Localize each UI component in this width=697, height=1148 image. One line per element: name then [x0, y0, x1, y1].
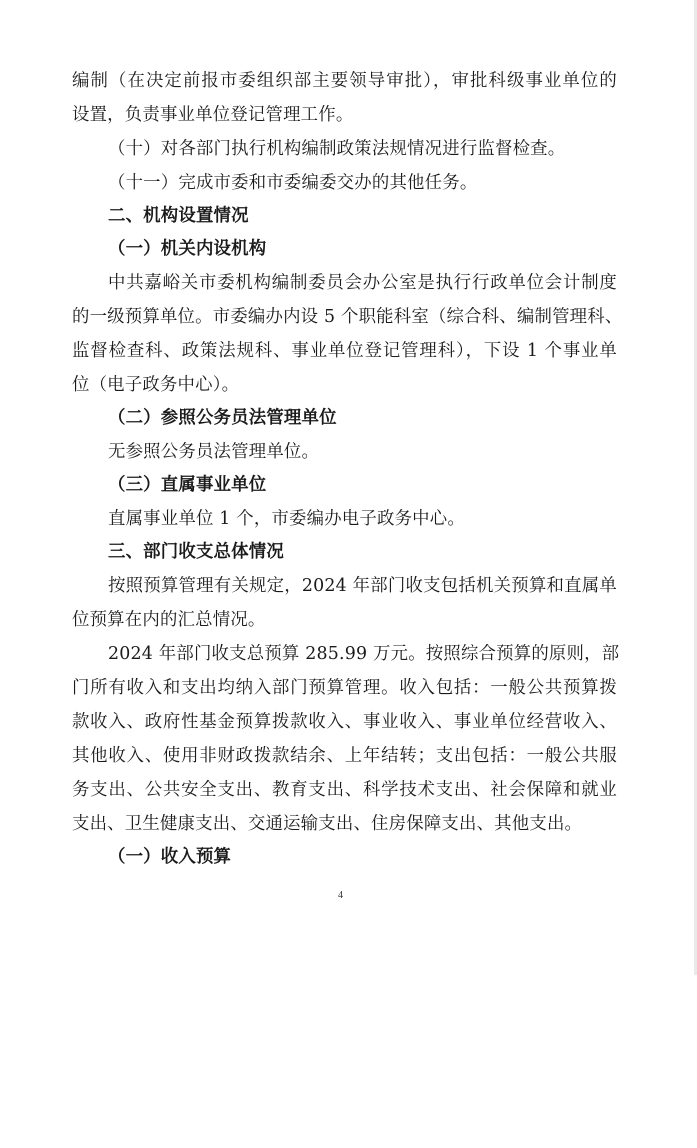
blank-area: [0, 975, 697, 1148]
body-text-line: 款收入、政府性基金预算拨款收入、事业收入、事业单位经营收入、: [72, 712, 617, 732]
body-text-line: 务支出、公共安全支出、教育支出、科学技术支出、社会保障和就业: [72, 780, 617, 800]
body-text-line: 门所有收入和支出均纳入部门预算管理。收入包括：一般公共预算拨: [72, 678, 617, 698]
body-text-line: 中共嘉峪关市委机构编制委员会办公室是执行行政单位会计制度: [108, 273, 617, 293]
body-text-line: 位预算在内的汇总情况。: [72, 610, 266, 630]
section-heading-3: 三、部门收支总体情况: [108, 542, 284, 562]
subsection-heading-civil-service: （二）参照公务员法管理单位: [108, 408, 337, 428]
body-text-line: 位（电子政务中心）。: [72, 375, 240, 395]
document-body: [72, 64, 623, 874]
body-text-line: 直属事业单位 1 个，市委编办电子政务中心。: [108, 509, 465, 529]
body-text-line: 编制（在决定前报市委组织部主要领导审批），审批科级事业单位的: [72, 71, 617, 91]
body-text-line: 设置，负责事业单位登记管理工作。: [72, 105, 354, 125]
list-item-10: （十）对各部门执行机构编制政策法规情况进行监督检查。: [108, 139, 566, 159]
subsection-heading-income-budget: （一）收入预算: [108, 847, 232, 867]
body-text-line: 按照预算管理有关规定，2024 年部门收支包括机关预算和直属单: [108, 576, 617, 596]
body-text-line: 无参照公务员法管理单位。: [108, 442, 320, 462]
subsection-heading-affiliated-units: （三）直属事业单位: [108, 475, 267, 495]
body-text-line: 支出、卫生健康支出、交通运输支出、住房保障支出、其他支出。: [72, 814, 583, 834]
page-number: 4: [338, 890, 343, 901]
subsection-heading-internal-bodies: （一）机关内设机构: [108, 239, 267, 259]
body-text-line: 2024 年部门收支总预算 285.99 万元。按照综合预算的原则，部: [108, 644, 620, 664]
body-text-line: 的一级预算单位。市委编办内设 5 个职能科室（综合科、编制管理科、: [72, 307, 623, 327]
section-heading-2: 二、机构设置情况: [108, 206, 249, 226]
list-item-11: （十一）完成市委和市委编委交办的其他任务。: [108, 173, 478, 193]
body-text-line: 其他收入、使用非财政拨款结余、上年结转；支出包括：一般公共服: [72, 746, 617, 766]
body-text-line: 监督检查科、政策法规科、事业单位登记管理科），下设 1 个事业单: [72, 341, 617, 361]
